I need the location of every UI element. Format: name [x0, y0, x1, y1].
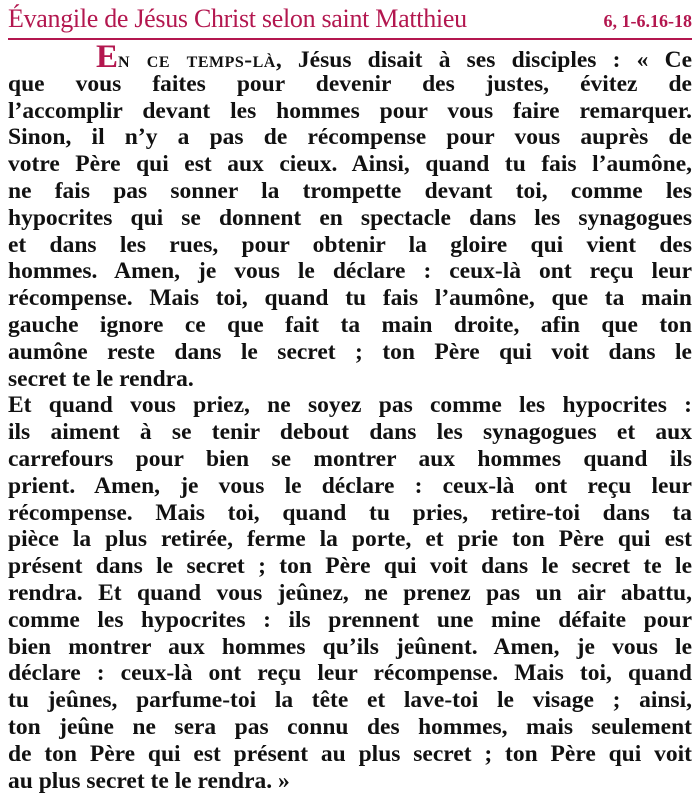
- text-line: de ton Père qui est présent au plus secret ; ton Père qui voit: [8, 740, 692, 767]
- text-line: tu jeûnes, parfume-toi la tête et lave-toi le visage ; ainsi,: [8, 687, 692, 714]
- text-line: Et quand vous priez, ne soyez pas comme les hypocrites :: [8, 392, 692, 419]
- reading-header: [8, 0, 692, 40]
- text-line: au plus secret te le rendra. »: [8, 767, 290, 794]
- text-line: et dans les rues, pour obtenir la gloire qui vient des: [8, 231, 692, 258]
- text-line: gauche ignore ce que fait ta main droite, afin que ton: [8, 311, 692, 338]
- text-line: déclare : ceux-là ont reçu leur récompense. Mais toi, quand: [8, 660, 692, 687]
- text-line: votre Père qui est aux cieux. Ainsi, quand tu fais l’aumône,: [8, 151, 692, 178]
- text-line: comme les hypocrites : ils prennent une mine défaite pour: [8, 606, 692, 633]
- gospel-title: Évangile de Jésus Christ selon saint Matthieu: [8, 4, 467, 33]
- text-line: l’accomplir devant les hommes pour vous faire remarquer.: [8, 97, 692, 124]
- text-line: ton jeûne ne sera pas connu des hommes, mais seulement: [8, 713, 692, 740]
- text-line: bien montrer aux hommes qu’ils jeûnent. Amen, je vous le: [8, 633, 692, 660]
- text-line: Sinon, il n’y a pas de récompense pour vous auprès de: [8, 124, 692, 151]
- text-line: récompense. Mais toi, quand tu fais l’aumône, que ta main: [8, 285, 692, 312]
- text-line: carrefours pour bien se montrer aux hommes quand ils: [8, 445, 692, 472]
- opening-rest: , Jésus disait à ses disciples : « Ce: [275, 47, 692, 73]
- gospel-text: [8, 39, 692, 794]
- opening-small-caps: n ce temps-là: [118, 47, 276, 73]
- text-lines: [8, 71, 692, 795]
- text-line: hypocrites qui se donnent en spectacle dans les synagogues: [8, 204, 692, 231]
- scripture-reference: 6, 1-6.16-18: [603, 11, 692, 31]
- drop-cap: E: [96, 39, 119, 75]
- text-line: ne fais pas sonner la trompette devant toi, comme les: [8, 177, 692, 204]
- text-line: aumône reste dans le secret ; ton Père qui voit dans le: [8, 338, 692, 365]
- text-line: ils aiment à se tenir debout dans les synagogues et aux: [8, 419, 692, 446]
- text-line: pièce la plus retirée, ferme la porte, et prie ton Père qui est: [8, 526, 692, 553]
- text-line: présent dans le secret ; ton Père qui voit dans le secret te le: [8, 553, 692, 580]
- text-line: hommes. Amen, je vous le déclare : ceux-là ont reçu leur: [8, 258, 692, 285]
- text-line: rendra. Et quand vous jeûnez, ne prenez pas un air abattu,: [8, 579, 692, 606]
- text-line: prient. Amen, je vous le déclare : ceux-là ont reçu leur: [8, 472, 692, 499]
- text-line: secret te le rendra.: [8, 365, 194, 392]
- text-line: que vous faites pour devenir des justes, évitez de: [8, 70, 692, 97]
- text-line: récompense. Mais toi, quand tu pries, retire-toi dans ta: [8, 499, 692, 526]
- text-line: [8, 39, 692, 75]
